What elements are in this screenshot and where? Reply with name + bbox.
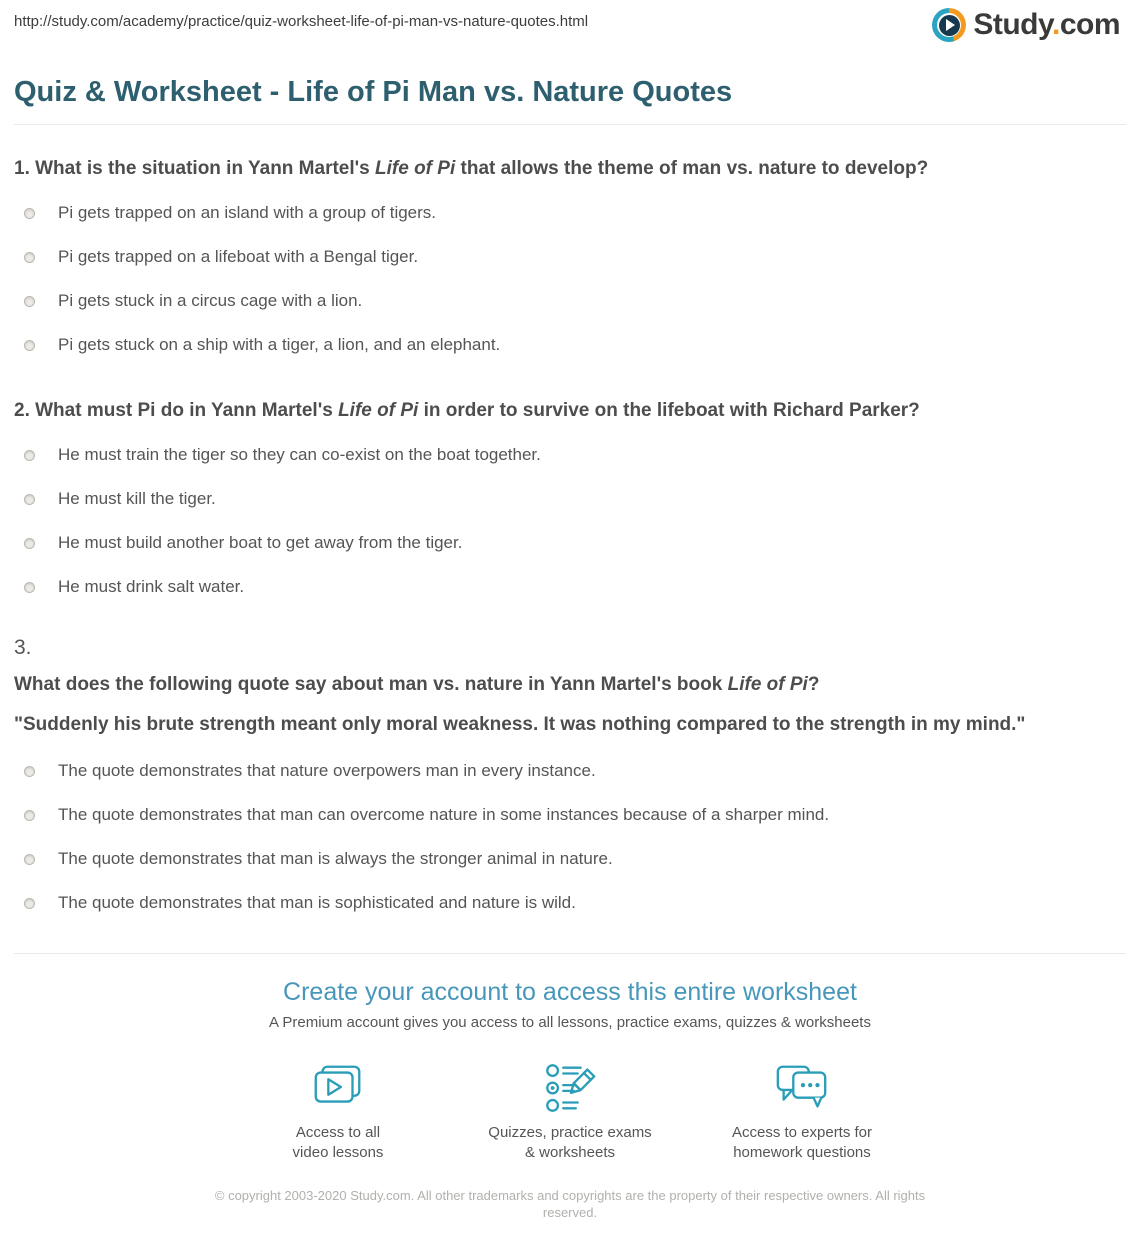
play-circle-icon: [932, 8, 966, 42]
option-label: Pi gets stuck in a circus cage with a lion.: [58, 291, 363, 310]
option-label: The quote demonstrates that man is always the stronger animal in nature.: [58, 849, 613, 868]
title-divider: [14, 124, 1126, 125]
question-3-quote: "Suddenly his brute strength meant only moral weakness. It was nothing compared to the strength in my mind.": [14, 714, 1026, 735]
option-label: He must drink salt water.: [58, 577, 245, 596]
radio-button[interactable]: [24, 450, 35, 461]
logo-dot: .: [1051, 8, 1060, 41]
feature-list: [14, 1059, 1126, 1163]
question-3-number: 3.: [14, 636, 32, 659]
radio-button[interactable]: [24, 340, 35, 351]
video-lessons-icon: [309, 1059, 367, 1117]
answer-option[interactable]: [14, 477, 1126, 521]
signup-section: [14, 977, 1126, 1163]
option-label: The quote demonstrates that man can overcome nature in some instances because of a sharper mind.: [58, 805, 830, 824]
option-label: He must train the tiger so they can co-exist on the boat together.: [58, 445, 541, 464]
page-title: Quiz & Worksheet - Life of Pi Man vs. Nature Quotes: [14, 76, 733, 108]
studycom-logo[interactable]: [932, 8, 1120, 42]
answer-option[interactable]: [14, 323, 1126, 367]
option-label: Pi gets trapped on a lifeboat with a Bengal tiger.: [58, 247, 419, 266]
feature-label: Access to all video lessons: [292, 1124, 384, 1161]
radio-button[interactable]: [24, 582, 35, 593]
radio-button[interactable]: [24, 538, 35, 549]
copyright-notice: © copyright 2003-2020 Study.com. All other trademarks and copyrights are the property of their respective owners. All rights reserved.: [214, 1188, 926, 1220]
logo-tld: com: [1059, 8, 1120, 41]
option-label: He must kill the tiger.: [58, 489, 216, 508]
answer-option[interactable]: [14, 521, 1126, 565]
radio-button[interactable]: [24, 296, 35, 307]
option-label: He must build another boat to get away from the tiger.: [58, 533, 463, 552]
answer-option[interactable]: [14, 565, 1126, 609]
answer-option[interactable]: [14, 279, 1126, 323]
page-url: http://study.com/academy/practice/quiz-worksheet-life-of-pi-man-vs-nature-quotes.html: [14, 13, 589, 30]
signup-heading: Create your account to access this entire worksheet: [283, 978, 857, 1006]
book-title-italic: Life of Pi: [338, 400, 419, 421]
logo-brand: Study: [973, 8, 1052, 41]
feature-label: Access to experts for homework questions: [731, 1124, 873, 1161]
answer-option[interactable]: [14, 191, 1126, 235]
answer-option[interactable]: [14, 433, 1126, 477]
feature-label: Quizzes, practice exams & worksheets: [488, 1124, 652, 1161]
option-label: The quote demonstrates that nature overpowers man in every instance.: [58, 761, 596, 780]
answer-option[interactable]: [14, 749, 1126, 793]
question-1-options: [14, 191, 1126, 367]
radio-button[interactable]: [24, 898, 35, 909]
radio-button[interactable]: [24, 208, 35, 219]
answer-option[interactable]: [14, 793, 1126, 837]
question-1-heading: 1. What is the situation in Yann Martel's Life of Pi that allows the theme of man vs. nature to develop?: [14, 158, 929, 179]
signup-subheading: A Premium account gives you access to all lessons, practice exams, quizzes & worksheets: [269, 1014, 871, 1031]
quiz-worksheet-icon: [541, 1059, 599, 1117]
feature-homework-experts: [686, 1059, 918, 1163]
question-3-options: [14, 749, 1126, 925]
radio-button[interactable]: [24, 854, 35, 865]
question-2-options: [14, 433, 1126, 609]
feature-video-lessons: [222, 1059, 454, 1163]
answer-option[interactable]: [14, 881, 1126, 925]
radio-button[interactable]: [24, 252, 35, 263]
book-title-italic: Life of Pi: [375, 158, 456, 179]
signup-divider: [14, 953, 1126, 954]
logo-wordmark: [973, 8, 1120, 42]
answer-option[interactable]: [14, 837, 1126, 881]
chat-experts-icon: [773, 1059, 831, 1117]
radio-button[interactable]: [24, 494, 35, 505]
option-label: Pi gets stuck on a ship with a tiger, a lion, and an elephant.: [58, 335, 501, 354]
answer-option[interactable]: [14, 235, 1126, 279]
question-3-heading: What does the following quote say about man vs. nature in Yann Martel's book Life of Pi?: [14, 674, 820, 695]
play-triangle-icon: [946, 19, 955, 31]
book-title-italic: Life of Pi: [727, 674, 808, 695]
option-label: The quote demonstrates that man is sophisticated and nature is wild.: [58, 893, 576, 912]
radio-button[interactable]: [24, 766, 35, 777]
radio-button[interactable]: [24, 810, 35, 821]
feature-quizzes-worksheets: [454, 1059, 686, 1163]
option-label: Pi gets trapped on an island with a group of tigers.: [58, 203, 437, 222]
question-2-heading: 2. What must Pi do in Yann Martel's Life of Pi in order to survive on the lifeboat with Richard Parker?: [14, 400, 920, 421]
